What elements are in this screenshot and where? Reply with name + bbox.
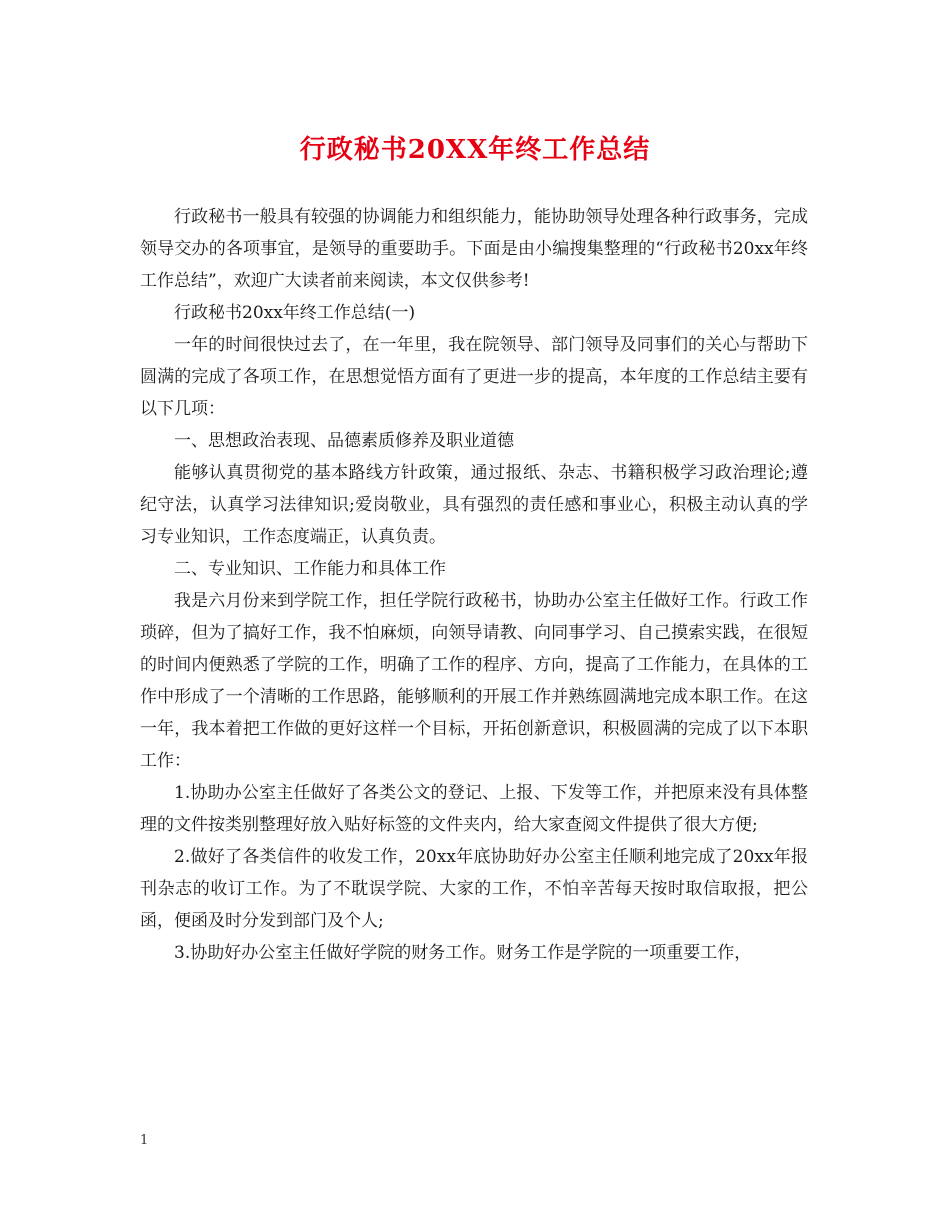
political-performance-paragraph: 能够认真贯彻党的基本路线方针政策，通过报纸、杂志、书籍积极学习政治理论;遵纪守法，认真学习法律知识;爱岗敬业，具有强烈的责任感和事业心，积极主动认真的学习专业知识，工作态度端正，认真负责。 bbox=[140, 463, 808, 547]
document-body bbox=[140, 201, 808, 969]
opening-paragraph: 一年的时间很快过去了，在一年里，我在院领导、部门领导及同事们的关心与帮助下圆满的完成了各项工作，在思想觉悟方面有了更进一步的提高，本年度的工作总结主要有以下几项： bbox=[140, 335, 808, 419]
heading-professional-work: 二、专业知识、工作能力和具体工作 bbox=[174, 559, 446, 579]
professional-work-paragraph: 我是六月份来到学院工作，担任学院行政秘书，协助办公室主任做好工作。行政工作琐碎，但为了搞好工作，我不怕麻烦，向领导请教、向同事学习、自己摸索实践，在很短的时间内便熟悉了学院的工作，明确了工作的程序、方向，提高了工作能力，在具体的工作中形成了一个清晰的工作思路，能够顺利的开展工作并熟练圆满地完成本职工作。在这一年，我本着把工作做的更好这样一个目标，开拓创新意识，积极圆满的完成了以下本职工作： bbox=[140, 591, 808, 771]
list-item-3: 3.协助好办公室主任做好学院的财务工作。财务工作是学院的一项重要工作， bbox=[174, 943, 752, 963]
page-number: 1 bbox=[140, 1133, 149, 1148]
intro-paragraph: 行政秘书一般具有较强的协调能力和组织能力，能协助领导处理各种行政事务，完成领导交办的各项事宜，是领导的重要助手。下面是由小编搜集整理的“行政秘书20xx年终工作总结”，欢迎广大读者前来阅读，本文仅供参考! bbox=[140, 207, 808, 291]
section-heading-part-one: 行政秘书20xx年终工作总结(一) bbox=[174, 303, 416, 323]
list-item-1: 1.协助办公室主任做好了各类公文的登记、上报、下发等工作，并把原来没有具体整理的文件按类别整理好放入贴好标签的文件夹内，给大家查阅文件提供了很大方便; bbox=[140, 783, 808, 835]
document-title: 行政秘书20XX年终工作总结 bbox=[299, 135, 651, 165]
list-item-2: 2.做好了各类信件的收发工作，20xx年底协助好办公室主任顺利地完成了20xx年报刊杂志的收订工作。为了不耽误学院、大家的工作，不怕辛苦每天按时取信取报，把公函，便函及时分发到部门及个人; bbox=[140, 847, 808, 931]
heading-political-performance: 一、思想政治表现、品德素质修养及职业道德 bbox=[174, 431, 514, 451]
